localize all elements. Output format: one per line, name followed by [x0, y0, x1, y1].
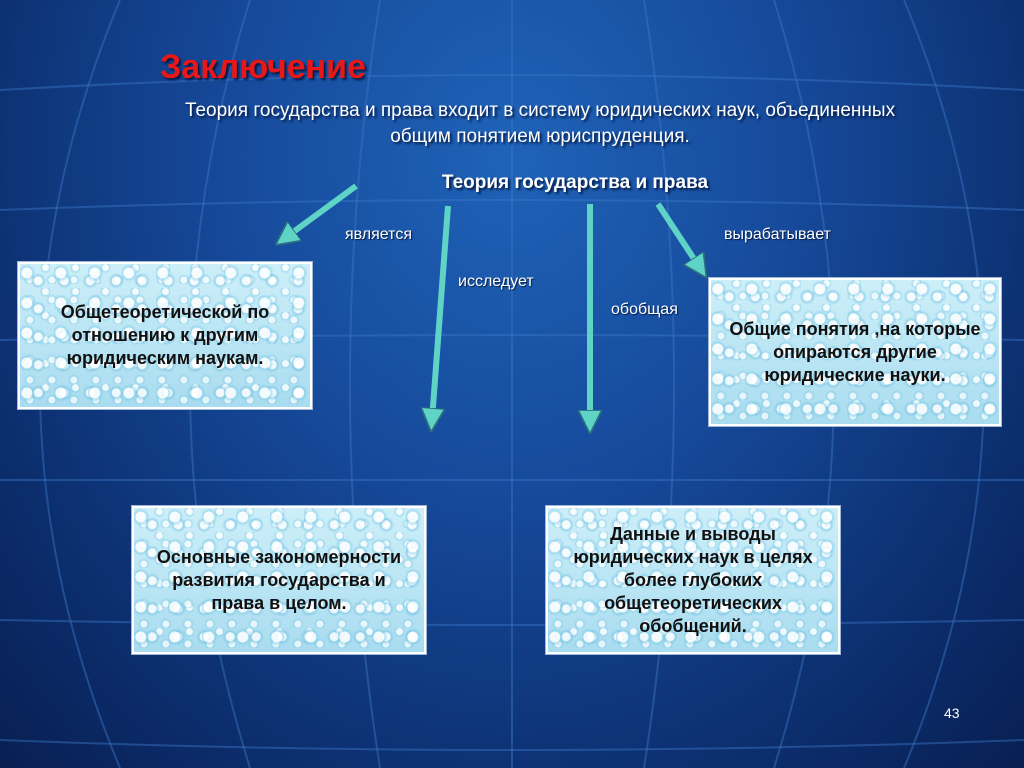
subtitle-line-1: Теория государства и права входит в систему юридических наук, объединенных: [184, 100, 896, 121]
diagram-center-title: Теория государства и права: [441, 172, 709, 193]
edge-label-generalizing: обобщая: [611, 301, 678, 318]
box-general-theoretical: [18, 262, 312, 409]
arrow-studies: [432, 206, 448, 420]
box-data-conclusions: [546, 506, 840, 654]
box-general-concepts: [709, 278, 1001, 426]
slide-title: Заключение: [160, 48, 366, 86]
box-general-concepts-text: Общие понятия ,на которые опираются другие юридические науки.: [729, 318, 981, 385]
slide-page-number: 43: [944, 705, 960, 721]
edge-label-develops: вырабатывает: [724, 226, 831, 243]
subtitle-line-2: общим понятием юриспруденция.: [390, 126, 690, 147]
edge-label-studies: исследует: [458, 273, 534, 290]
box-data-conclusions-text: Данные и выводы юридических наук в целях более глубоких общетеоретических обобщений.: [573, 523, 813, 636]
box-basic-laws-text: Основные закономерности развития государства и права в целом.: [156, 546, 402, 613]
box-basic-laws: [132, 506, 426, 654]
edge-label-is: является: [345, 226, 412, 243]
arrow-develops: [658, 204, 700, 268]
box-general-theoretical-text: Общетеоретической по отношению к другим юридическим наукам.: [60, 302, 270, 368]
